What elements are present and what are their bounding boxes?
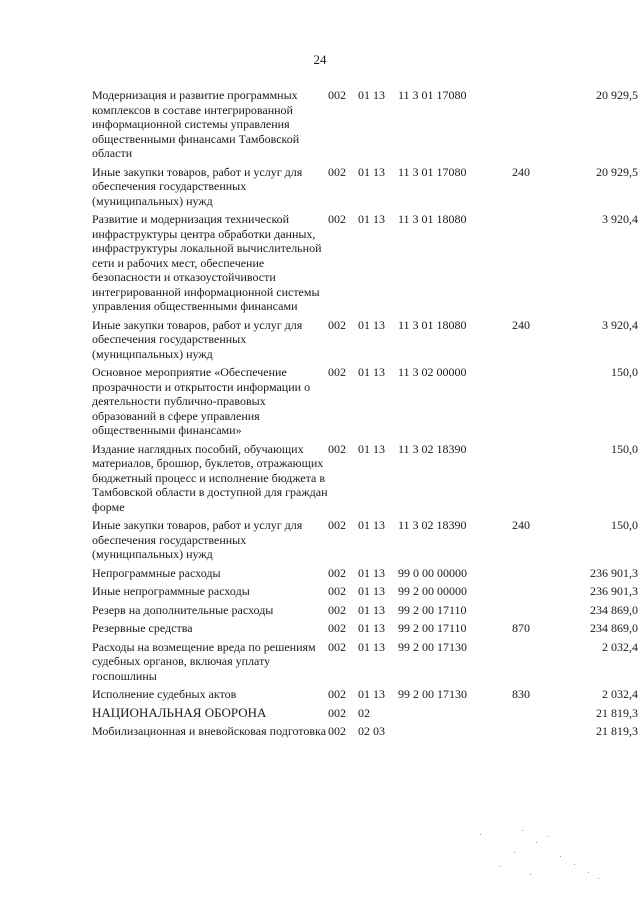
- amount: 20 929,5: [596, 164, 638, 179]
- amount: 150,0: [611, 365, 638, 379]
- amount: 21 819,3: [596, 724, 638, 738]
- target-article-code: 99 0 00 00000: [398, 565, 467, 580]
- expense-type-code: 240: [512, 164, 530, 179]
- section-code: 01 13: [358, 687, 385, 701]
- table-row: [92, 584, 638, 603]
- section-code: 01 13: [358, 317, 385, 332]
- table-row: [92, 365, 638, 442]
- ministry-code: 002: [328, 687, 346, 701]
- expense-type-code: [512, 566, 542, 585]
- amount: 21 819,3: [596, 705, 638, 720]
- section-code: 01 13: [358, 212, 385, 226]
- section-code: 01 13: [358, 88, 385, 102]
- expense-type-code: [512, 706, 542, 725]
- section-code: 01 13: [358, 518, 385, 532]
- table-row: [92, 88, 638, 165]
- target-article-code: 11 3 01 17080: [398, 164, 467, 179]
- ministry-code: 002: [328, 621, 346, 635]
- section-code: 01 13: [358, 365, 385, 379]
- item-name: НАЦИОНАЛЬНАЯ ОБОРОНА: [92, 704, 267, 720]
- table-row: [92, 566, 638, 585]
- section-code: 02 03: [358, 724, 385, 738]
- target-article-code: 99 2 00 17130: [398, 687, 467, 701]
- target-article-code: 11 3 02 18390: [398, 518, 467, 532]
- ministry-code: 002: [328, 365, 346, 379]
- ministry-code: 002: [328, 164, 346, 179]
- amount: 234 869,0: [590, 621, 638, 635]
- target-article-code: 11 3 01 17080: [398, 88, 467, 102]
- expense-type-code: [512, 603, 542, 622]
- table-row: [92, 442, 638, 519]
- expense-type-code: [512, 724, 542, 743]
- item-name: Модернизация и развитие программных комплексов в составе интегрированной информационной системы управления общественными финансами Тамбовской области: [92, 88, 300, 160]
- section-code: 01 13: [358, 602, 385, 617]
- expense-type-code: [512, 640, 542, 688]
- target-article-code: 99 2 00 17110: [398, 602, 467, 617]
- target-article-code: 99 2 00 17130: [398, 639, 467, 654]
- target-article-code: [398, 706, 512, 725]
- amount: 234 869,0: [590, 602, 638, 617]
- item-name: Непрограммные расходы: [92, 565, 221, 580]
- item-name: Иные непрограммные расходы: [92, 584, 250, 598]
- table-row: [92, 687, 638, 706]
- section-code: 01 13: [358, 639, 385, 654]
- item-name: Развитие и модернизация технической инфраструктуры центра обработки данных, инфраструктуры локальной вычислительной сети и рабочих мест, обеспечение безопасности и отказоустойчивости интегрированной информационной системы управления общественными финансами: [92, 212, 322, 313]
- section-code: 01 13: [358, 621, 385, 635]
- amount: 3 920,4: [602, 212, 638, 226]
- target-article-code: 99 2 00 00000: [398, 584, 467, 598]
- ministry-code: 002: [328, 584, 346, 598]
- expense-type-code: 830: [512, 687, 530, 701]
- ministry-code: 002: [328, 441, 346, 456]
- item-name: Издание наглядных пособий, обучающих материалов, брошюр, буклетов, отражающих бюджетный процесс и исполнение бюджета в Тамбовской области в доступной для граждан форме: [92, 441, 328, 514]
- table-row: [92, 212, 638, 318]
- table-row: [92, 640, 638, 688]
- budget-table-body: [92, 88, 638, 743]
- item-name: Мобилизационная и вневойсковая подготовка: [92, 724, 327, 738]
- target-article-code: [398, 724, 512, 743]
- item-name: Иные закупки товаров, работ и услуг для обеспечения государственных (муниципальных) нужд: [92, 518, 303, 561]
- ministry-code: 002: [328, 212, 346, 226]
- ministry-code: 002: [328, 705, 346, 720]
- table-row: [92, 318, 638, 366]
- ministry-code: 002: [328, 639, 346, 654]
- amount: 2 032,4: [602, 639, 638, 654]
- table-row: [92, 621, 638, 640]
- expense-type-code: 240: [512, 317, 530, 332]
- section-code: 01 13: [358, 164, 385, 179]
- amount: 236 901,3: [590, 565, 638, 580]
- section-code: 01 13: [358, 565, 385, 580]
- target-article-code: 11 3 02 00000: [398, 365, 467, 379]
- table-row: [92, 706, 638, 725]
- target-article-code: 99 2 00 17110: [398, 621, 467, 635]
- expense-type-code: [512, 584, 542, 603]
- amount: 20 929,5: [596, 88, 638, 102]
- item-name: Резерв на дополнительные расходы: [92, 602, 274, 617]
- table-row: [92, 165, 638, 213]
- ministry-code: 002: [328, 317, 346, 332]
- item-name: Основное мероприятие «Обеспечение прозрачности и открытости информации о деятельности публично-правовых образований в сфере управления общественными финансами»: [92, 365, 311, 437]
- ministry-code: 002: [328, 565, 346, 580]
- section-code: 01 13: [358, 584, 385, 598]
- target-article-code: 11 3 01 18080: [398, 212, 467, 226]
- table-row: [92, 724, 638, 743]
- target-article-code: 11 3 01 18080: [398, 317, 467, 332]
- amount: 3 920,4: [602, 317, 638, 332]
- item-name: Исполнение судебных актов: [92, 687, 237, 701]
- page-number: 24: [313, 52, 327, 67]
- amount: 2 032,4: [602, 687, 638, 701]
- ministry-code: 002: [328, 602, 346, 617]
- target-article-code: 11 3 02 18390: [398, 441, 467, 456]
- expense-type-code: [512, 88, 542, 165]
- scan-noise: [470, 828, 620, 888]
- budget-table: [92, 88, 638, 743]
- item-name: Иные закупки товаров, работ и услуг для обеспечения государственных (муниципальных) нужд: [92, 164, 303, 208]
- expense-type-code: [512, 212, 542, 318]
- item-name: Расходы на возмещение вреда по решениям судебных органов, включая уплату госпошлины: [92, 639, 316, 683]
- expense-type-code: [512, 365, 542, 442]
- expense-type-code: 870: [512, 621, 530, 635]
- table-row: [92, 603, 638, 622]
- expense-type-code: 240: [512, 518, 530, 532]
- table-row: [92, 518, 638, 566]
- section-code: 01 13: [358, 441, 385, 456]
- ministry-code: 002: [328, 724, 346, 738]
- ministry-code: 002: [328, 88, 346, 102]
- item-name: Иные закупки товаров, работ и услуг для обеспечения государственных (муниципальных) нужд: [92, 317, 303, 361]
- section-code: 02: [358, 705, 370, 720]
- ministry-code: 002: [328, 518, 346, 532]
- amount: 150,0: [611, 441, 638, 456]
- amount: 150,0: [611, 518, 638, 532]
- amount: 236 901,3: [590, 584, 638, 598]
- expense-type-code: [512, 442, 542, 519]
- item-name: Резервные средства: [92, 621, 193, 635]
